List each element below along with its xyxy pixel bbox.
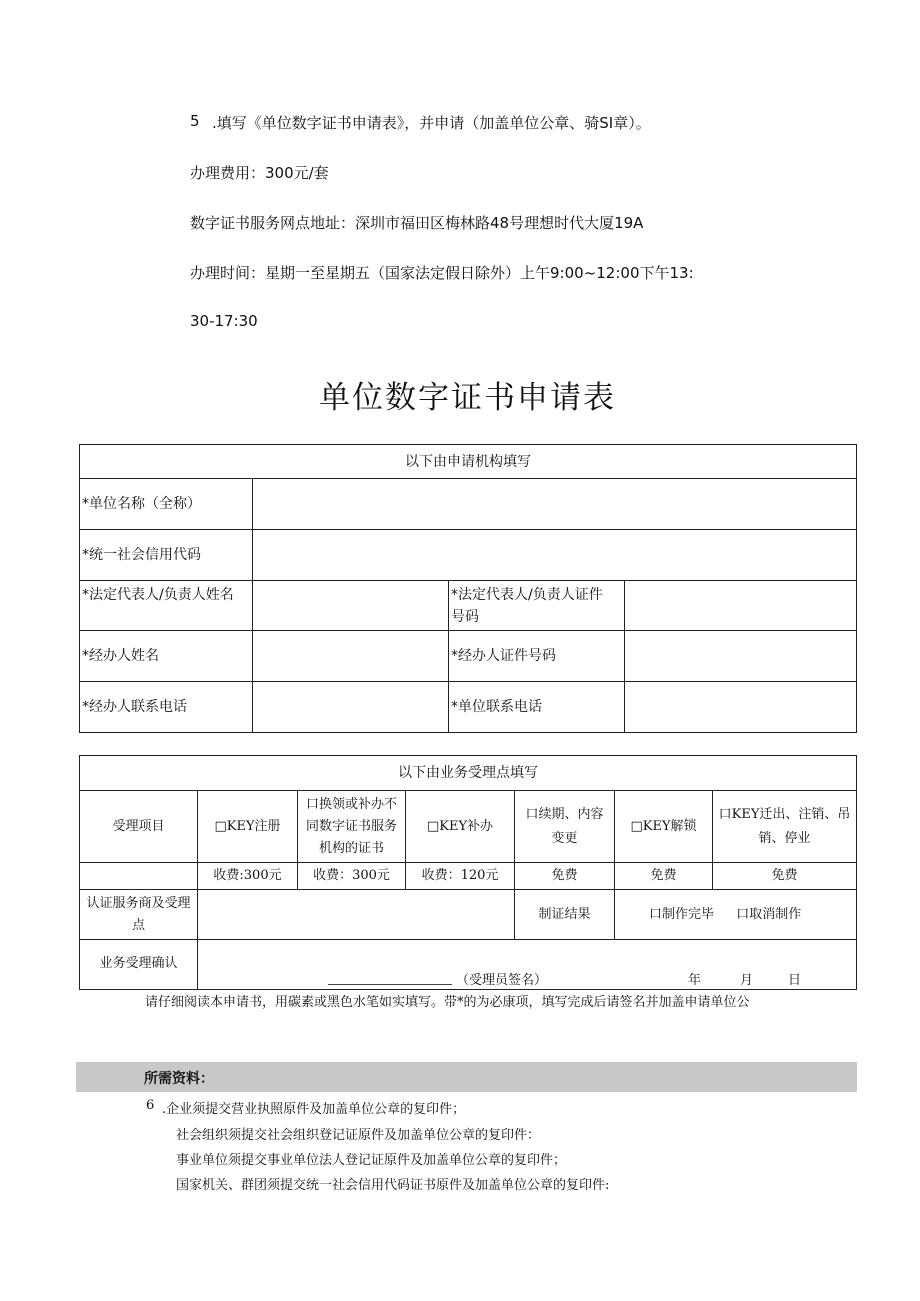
applicant-table (79, 444, 857, 733)
legal-rep-id-label-line2: 号码 (451, 608, 479, 625)
agent-name-field[interactable] (253, 631, 449, 682)
materials-heading-bar (76, 1062, 857, 1092)
option-key-register[interactable]: □KEY注册 (198, 791, 298, 863)
fee-key-unlock: 免费 (615, 863, 713, 890)
address-text: 数字证书服务网点地址：深圳市福田区梅林路48号理想时代大厦19A (190, 214, 644, 232)
form-title: 单位数字证书申请表 (319, 380, 616, 416)
applicant-section-header: 以下由申请机构填写 (80, 445, 857, 479)
materials-line-2: 社会组织须提交社会组织登记证原件及加盖单位公章的复印件： (176, 1128, 541, 1143)
service-table (79, 755, 857, 990)
date-month: 月 (740, 973, 754, 988)
materials-item-number: 6 (146, 1098, 155, 1113)
signature-hint: （受理员签名） (456, 973, 548, 988)
option-key-reissue[interactable]: □KEY补办 (406, 791, 515, 863)
legal-rep-id-label (449, 581, 625, 631)
result-done-checkbox[interactable]: 口制作完毕 (649, 906, 715, 922)
date-day: 日 (788, 973, 802, 988)
materials-heading: 所需资料： (144, 1071, 214, 1087)
option-key-unlock[interactable]: □KEY解锁 (615, 791, 713, 863)
agent-phone-field[interactable] (253, 682, 449, 733)
result-options (615, 890, 857, 940)
service-section-header: 以下由业务受理点填写 (80, 756, 857, 791)
materials-line-3: 事业单位须提交事业单位法人登记证原件及加盖单位公章的复印件； (176, 1153, 567, 1168)
legal-rep-name-label: *法定代表人/负责人姓名 (80, 581, 253, 631)
option-key-transfer-cancel[interactable]: 口KEY迁出、注销、吊销、停业 (713, 791, 857, 863)
fee-key-reissue: 收费：120元 (406, 863, 515, 890)
fee-row-spacer (80, 863, 198, 890)
instruction-note: 请仔细阅读本申请书，用碳素或黑色水笔如实填写。带*的为必康项，填写完成后请签名并加盖申请单位公 (145, 995, 750, 1010)
fee-key-transfer-cancel: 免费 (713, 863, 857, 890)
fee-reissue-other-provider: 收费：300元 (298, 863, 406, 890)
date-year: 年 (688, 973, 702, 988)
credit-code-field[interactable] (253, 530, 857, 581)
legal-rep-name-field[interactable] (253, 581, 449, 631)
unit-phone-field[interactable] (625, 682, 857, 733)
option-reissue-other-provider[interactable]: 口换领或补办不同数字证书服务机构的证书 (298, 791, 406, 863)
credit-code-label: *统一社会信用代码 (80, 530, 253, 581)
materials-line-4: 国家机关、群团须提交统一社会信用代码证书原件及加盖单位公章的复印件: (176, 1178, 610, 1193)
confirm-label: 业务受理确认 (80, 940, 198, 990)
fee-key-register: 收费:300元 (198, 863, 298, 890)
hours-line-1: 办理时间：星期一至星期五（国家法定假日除外）上午9:00~12:00下午13: (190, 264, 694, 282)
unit-phone-label: *单位联系电话 (449, 682, 625, 733)
option-renew-change[interactable]: 口续期、内容变更 (515, 791, 615, 863)
confirm-field[interactable] (198, 940, 857, 990)
agent-id-label: *经办人证件号码 (449, 631, 625, 682)
agent-phone-label: *经办人联系电话 (80, 682, 253, 733)
fee-renew-change: 免费 (515, 863, 615, 890)
step-5-number: 5 (190, 112, 200, 130)
legal-rep-id-field[interactable] (625, 581, 857, 631)
fee-text: 办理费用：300元/套 (190, 164, 329, 182)
provider-label: 认证服务商及受理点 (80, 890, 198, 940)
step-5-text: .填写《单位数字证书申请表》，并申请（加盖单位公章、骑SI章）。 (212, 114, 651, 132)
materials-line-1: .企业须提交营业执照原件及加盖单位公章的复印件； (162, 1102, 466, 1117)
signature-line (328, 984, 452, 985)
unit-name-label: *单位名称（全称） (80, 479, 253, 530)
hours-line-2: 30-17:30 (190, 312, 258, 330)
result-cancel-checkbox[interactable]: 口取消制作 (736, 906, 802, 922)
result-label: 制证结果 (515, 890, 615, 940)
provider-field[interactable] (198, 890, 515, 940)
agent-name-label: *经办人姓名 (80, 631, 253, 682)
unit-name-field[interactable] (253, 479, 857, 530)
service-items-label: 受理项目 (80, 791, 198, 863)
agent-id-field[interactable] (625, 631, 857, 682)
legal-rep-id-label-line1: *法定代表人/负责人证件 (451, 586, 603, 603)
